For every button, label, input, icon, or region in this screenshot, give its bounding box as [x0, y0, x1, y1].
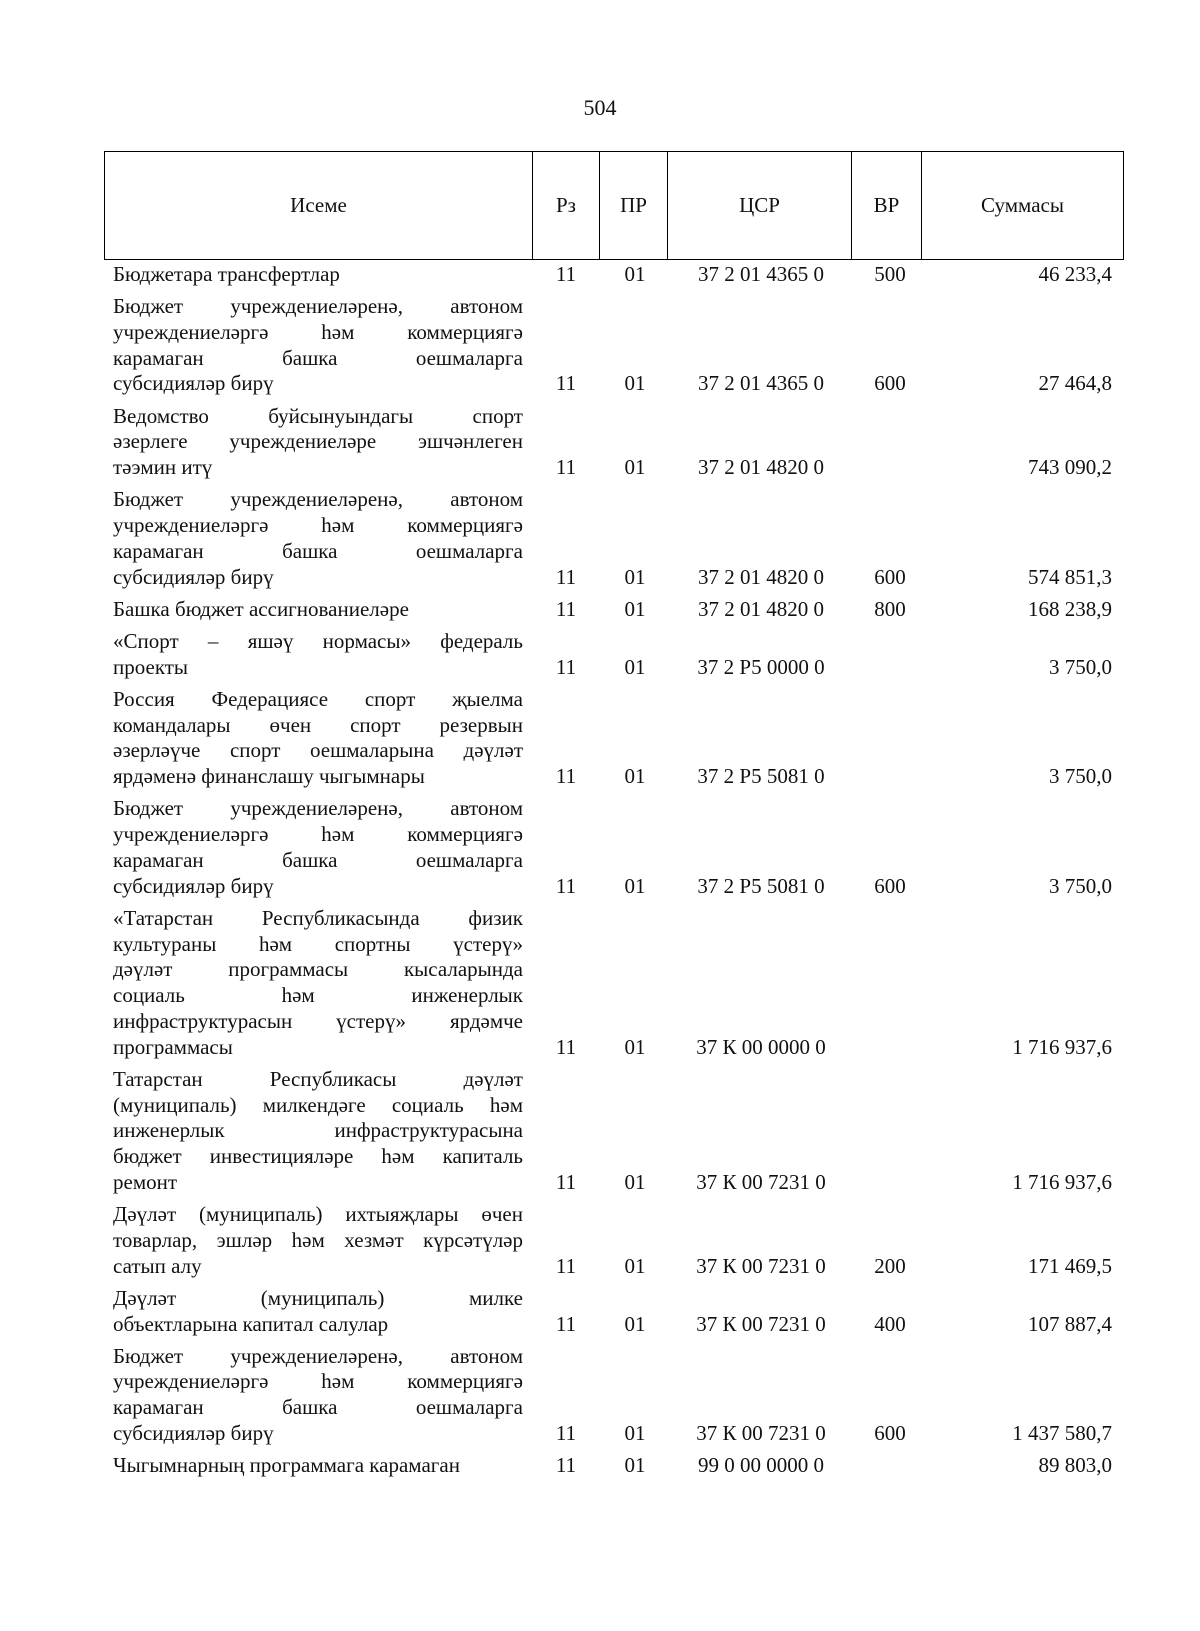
table-row [0, 687, 1200, 790]
row-pr: 01 [624, 1421, 646, 1446]
row-name-line: субсидияләр бирү [113, 1421, 274, 1446]
row-rz: 11 [555, 596, 577, 621]
row-name-line: әзерләүче спорт оешмаларына дәүләт [113, 738, 523, 763]
table-row [0, 1067, 1200, 1196]
table-row [0, 487, 1200, 590]
row-csr: 37 К 00 0000 0 [696, 1034, 826, 1059]
row-name-line: инфраструктурасын үстерү» ярдәмче [113, 1008, 523, 1033]
row-name-line: Дәүләт (муниципаль) милке [113, 1285, 523, 1310]
row-name-line: Бюджет учреждениеләренә, автоном [113, 294, 523, 319]
row-name-line: Россия Федерациясе спорт җыелма [113, 686, 523, 711]
row-sum: 574 851,3 [1028, 564, 1112, 589]
row-pr: 01 [624, 764, 646, 789]
row-pr: 01 [624, 564, 646, 589]
row-name-line: (муниципаль) милкендәге социаль һәм [113, 1092, 523, 1117]
row-name-line: субсидияләр бирү [113, 873, 274, 898]
header-rz: Рз [533, 152, 600, 260]
table-row [0, 1344, 1200, 1447]
page-number: 504 [583, 95, 617, 120]
row-rz: 11 [555, 371, 577, 396]
row-name-line: субсидияләр бирү [113, 371, 274, 396]
row-csr: 37 2 P5 5081 0 [697, 873, 825, 898]
row-name-line: «Спорт – яшәү нормасы» федераль [113, 628, 523, 653]
row-sum: 3 750,0 [1049, 764, 1112, 789]
table-row [0, 294, 1200, 397]
row-csr: 37 2 01 4820 0 [698, 455, 824, 480]
row-name-line: культураны һәм спортны үстерү» [113, 931, 523, 956]
row-csr: 37 2 01 4820 0 [698, 596, 824, 621]
row-vr: 500 [874, 262, 906, 286]
row-name [113, 629, 523, 681]
row-csr: 37 2 01 4365 0 [698, 371, 824, 396]
row-name-line: бюджет инвестицияләре һәм капиталь [113, 1144, 523, 1169]
row-sum: 46 233,4 [1038, 262, 1112, 286]
row-name-line: Бюджет учреждениеләренә, автоном [113, 487, 523, 512]
row-name-line: дәүләт программасы кысаларында [113, 957, 523, 982]
row-name-line: инженерлык инфраструктурасына [113, 1118, 523, 1143]
table-row [0, 404, 1200, 481]
row-name [113, 796, 523, 899]
row-sum: 89 803,0 [1038, 1453, 1112, 1478]
row-sum: 743 090,2 [1028, 455, 1112, 480]
row-name-line: командалары өчен спорт резервын [113, 712, 523, 737]
table-row [0, 1453, 1200, 1479]
row-name [113, 294, 523, 397]
table-row [0, 597, 1200, 623]
row-name-line: ремонт [113, 1169, 178, 1194]
table-row [0, 262, 1200, 288]
row-name-line: карамаган башка оешмаларга [113, 345, 523, 370]
header-name: Исеме [105, 152, 533, 260]
table-row [0, 1286, 1200, 1338]
row-pr: 01 [624, 455, 646, 480]
header-csr: ЦСР [668, 152, 852, 260]
row-name-line: ярдәменә финанслашу чыгымнары [113, 764, 425, 789]
row-vr: 600 [874, 564, 906, 589]
row-csr: 37 К 00 7231 0 [696, 1170, 826, 1194]
row-name [113, 1344, 523, 1447]
row-vr: 400 [874, 1311, 906, 1336]
row-sum: 3 750,0 [1049, 873, 1112, 898]
row-vr: 600 [874, 371, 906, 396]
row-name-line: социаль һәм инженерлык [113, 983, 523, 1008]
row-vr: 800 [874, 596, 906, 621]
row-name-line: учреждениеләргә һәм коммерциягә [113, 822, 523, 847]
row-name-line: сатып алу [113, 1253, 202, 1278]
row-name-line: Башка бюджет ассигнованиеләре [113, 596, 409, 621]
row-sum: 1 437 580,7 [1012, 1421, 1112, 1446]
row-rz: 11 [555, 1453, 577, 1478]
row-csr: 37 2 01 4365 0 [698, 262, 824, 286]
row-vr: 600 [874, 1421, 906, 1446]
row-sum: 168 238,9 [1028, 596, 1112, 621]
row-name-line: субсидияләр бирү [113, 564, 274, 589]
row-name-line: учреждениеләргә һәм коммерциягә [113, 513, 523, 538]
row-sum: 3 750,0 [1049, 654, 1112, 679]
header-sum: Суммасы [922, 152, 1124, 260]
table-header [104, 151, 1124, 260]
row-csr: 37 2 01 4820 0 [698, 564, 824, 589]
row-pr: 01 [624, 1170, 646, 1194]
row-name-line: Татарстан Республикасы дәүләт [113, 1066, 523, 1091]
row-vr: 600 [874, 873, 906, 898]
row-name-line: учреждениеләргә һәм коммерциягә [113, 319, 523, 344]
row-rz: 11 [555, 654, 577, 679]
row-name-line: Дәүләт (муниципаль) ихтыяҗлары өчен [113, 1202, 523, 1227]
row-sum: 1 716 937,6 [1012, 1170, 1112, 1194]
table-row [0, 629, 1200, 681]
row-name-line: тәэмин итү [113, 455, 213, 480]
row-name-line: Бюджет учреждениеләренә, автоном [113, 1343, 523, 1368]
row-name-line: карамаган башка оешмаларга [113, 1395, 523, 1420]
row-sum: 27 464,8 [1038, 371, 1112, 396]
table-row [0, 796, 1200, 899]
row-rz: 11 [555, 1421, 577, 1446]
row-name-line: Ведомство буйсынуындагы спорт [113, 403, 523, 428]
row-csr: 37 2 P5 0000 0 [697, 654, 825, 679]
row-pr: 01 [624, 1034, 646, 1059]
row-name [113, 404, 523, 481]
row-name-line: Бюджетара трансфертлар [113, 262, 340, 286]
row-name-line: Бюджет учреждениеләренә, автоном [113, 796, 523, 821]
row-sum: 1 716 937,6 [1012, 1034, 1112, 1059]
row-name-line: әзерлеге учреждениеләре эшчәнлеген [113, 429, 523, 454]
row-pr: 01 [624, 371, 646, 396]
row-csr: 37 К 00 7231 0 [696, 1253, 826, 1278]
row-csr: 37 2 P5 5081 0 [697, 764, 825, 789]
row-name [113, 597, 523, 623]
row-name [113, 1202, 523, 1279]
row-name-line: карамаган башка оешмаларга [113, 847, 523, 872]
row-name [113, 1067, 523, 1196]
table-body [0, 262, 1200, 1485]
row-name [113, 687, 523, 790]
row-csr: 99 0 00 0000 0 [698, 1453, 824, 1478]
row-rz: 11 [555, 764, 577, 789]
row-name [113, 1453, 523, 1479]
row-name-line: учреждениеләргә һәм коммерциягә [113, 1369, 523, 1394]
row-name-line: товарлар, эшләр һәм хезмәт күрсәтүләр [113, 1227, 523, 1252]
row-pr: 01 [624, 654, 646, 679]
row-pr: 01 [624, 1453, 646, 1478]
row-rz: 11 [555, 564, 577, 589]
row-sum: 107 887,4 [1028, 1311, 1112, 1336]
row-pr: 01 [624, 262, 646, 286]
row-name-line: программасы [113, 1034, 233, 1059]
row-csr: 37 К 00 7231 0 [696, 1311, 826, 1336]
row-pr: 01 [624, 1311, 646, 1336]
row-rz: 11 [555, 1253, 577, 1278]
row-rz: 11 [555, 262, 577, 286]
row-name [113, 262, 523, 288]
row-rz: 11 [555, 1034, 577, 1059]
header-vr: ВР [852, 152, 922, 260]
row-name-line: проекты [113, 654, 189, 679]
row-name [113, 487, 523, 590]
row-rz: 11 [555, 1170, 577, 1194]
row-sum: 171 469,5 [1028, 1253, 1112, 1278]
table-row [0, 1202, 1200, 1279]
row-rz: 11 [555, 873, 577, 898]
row-name [113, 1286, 523, 1338]
row-name-line: «Татарстан Республикасында физик [113, 905, 523, 930]
row-csr: 37 К 00 7231 0 [696, 1421, 826, 1446]
row-name-line: карамаган башка оешмаларга [113, 538, 523, 563]
header-pr: ПР [600, 152, 668, 260]
row-pr: 01 [624, 1253, 646, 1278]
row-name-line: Чыгымнарның программага карамаган [113, 1453, 460, 1478]
row-rz: 11 [555, 455, 577, 480]
row-name [113, 906, 523, 1061]
row-pr: 01 [624, 596, 646, 621]
table-row [0, 906, 1200, 1061]
row-rz: 11 [555, 1311, 577, 1336]
row-pr: 01 [624, 873, 646, 898]
row-vr: 200 [874, 1253, 906, 1278]
row-name-line: объектларына капитал салулар [113, 1311, 389, 1336]
